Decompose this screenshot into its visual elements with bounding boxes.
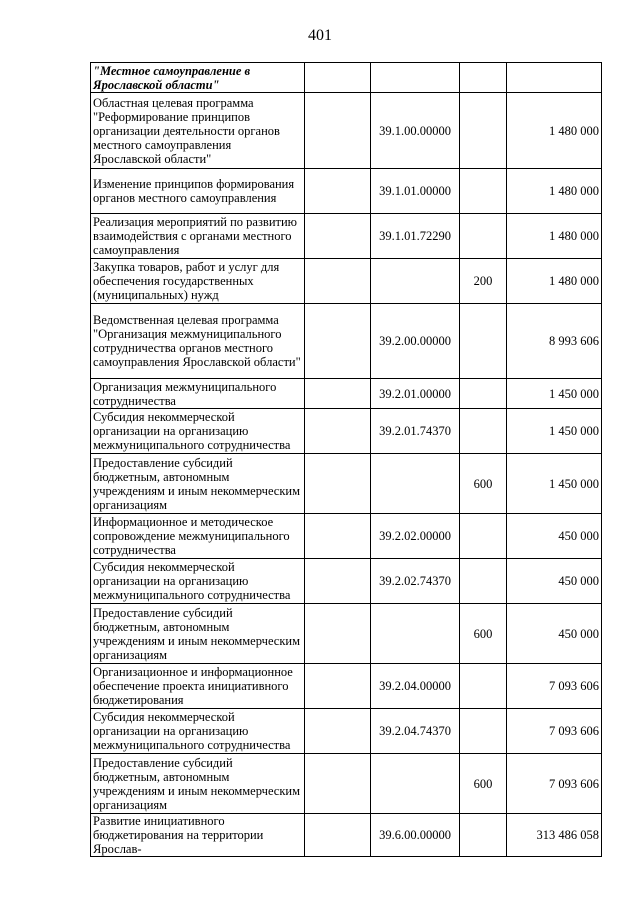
table-row	[91, 514, 602, 559]
row-name: Предоставление субсидий бюджетным, автономным учреждениям и иным некоммерческим организациям	[91, 754, 305, 814]
table-row	[91, 304, 602, 379]
row-col2	[305, 754, 371, 814]
row-type	[460, 709, 507, 754]
table-row	[91, 169, 602, 214]
row-name: "Местное самоуправление в Ярославской области"	[91, 63, 305, 93]
row-col2	[305, 814, 371, 857]
row-type	[460, 304, 507, 379]
row-col2	[305, 454, 371, 514]
table-row	[91, 664, 602, 709]
row-code: 39.1.01.00000	[371, 169, 460, 214]
table-row	[91, 709, 602, 754]
row-col2	[305, 259, 371, 304]
page-number: 401	[308, 27, 332, 44]
row-col2	[305, 379, 371, 409]
row-name: Реализация мероприятий по развитию взаимодействия с органами местного самоуправления	[91, 214, 305, 259]
row-amount: 1 450 000	[507, 409, 602, 454]
row-name: Организационное и информационное обеспечение проекта инициативного бюджетирования	[91, 664, 305, 709]
row-col2	[305, 93, 371, 169]
table-row	[91, 93, 602, 169]
row-amount: 450 000	[507, 604, 602, 664]
row-amount: 7 093 606	[507, 664, 602, 709]
table-row	[91, 379, 602, 409]
table-row	[91, 559, 602, 604]
row-code: 39.2.04.74370	[371, 709, 460, 754]
row-name: Областная целевая программа "Реформирование принципов организации деятельности органов местного самоуправления Ярославской области"	[91, 93, 305, 169]
row-type: 600	[460, 604, 507, 664]
row-code	[371, 604, 460, 664]
row-amount: 1 480 000	[507, 169, 602, 214]
budget-table	[90, 62, 602, 857]
row-name: Субсидия некоммерческой организации на организацию межмуниципального сотрудничества	[91, 559, 305, 604]
row-type	[460, 379, 507, 409]
row-type	[460, 664, 507, 709]
row-col2	[305, 63, 371, 93]
row-type: 200	[460, 259, 507, 304]
row-code	[371, 259, 460, 304]
row-code: 39.2.00.00000	[371, 304, 460, 379]
row-name: Субсидия некоммерческой организации на организацию межмуниципального сотрудничества	[91, 409, 305, 454]
row-amount: 1 450 000	[507, 379, 602, 409]
row-type	[460, 93, 507, 169]
row-type	[460, 814, 507, 857]
row-name: Предоставление субсидий бюджетным, автономным учреждениям и иным некоммерческим организациям	[91, 454, 305, 514]
row-code: 39.2.02.00000	[371, 514, 460, 559]
row-amount: 8 993 606	[507, 304, 602, 379]
row-name: Информационное и методическое сопровождение межмуниципального сотрудничества	[91, 514, 305, 559]
row-col2	[305, 559, 371, 604]
table-row	[91, 814, 602, 857]
table-row	[91, 754, 602, 814]
row-amount: 7 093 606	[507, 754, 602, 814]
row-name: Развитие инициативного бюджетирования на территории Ярослав-	[91, 814, 305, 857]
row-name: Организация межмуниципального сотрудничества	[91, 379, 305, 409]
row-type	[460, 514, 507, 559]
row-code: 39.1.00.00000	[371, 93, 460, 169]
row-type	[460, 63, 507, 93]
row-name: Ведомственная целевая программа "Организация межмуниципального сотрудничества органов местного самоуправления Ярославской области"	[91, 304, 305, 379]
table-row	[91, 409, 602, 454]
row-col2	[305, 514, 371, 559]
table-row	[91, 259, 602, 304]
row-code: 39.6.00.00000	[371, 814, 460, 857]
row-name: Закупка товаров, работ и услуг для обеспечения государственных (муниципальных) нужд	[91, 259, 305, 304]
row-amount: 1 480 000	[507, 93, 602, 169]
row-type	[460, 169, 507, 214]
row-col2	[305, 304, 371, 379]
row-col2	[305, 709, 371, 754]
row-name: Предоставление субсидий бюджетным, автономным учреждениям и иным некоммерческим организациям	[91, 604, 305, 664]
table-row	[91, 214, 602, 259]
row-code	[371, 63, 460, 93]
row-col2	[305, 214, 371, 259]
row-col2	[305, 169, 371, 214]
row-type	[460, 409, 507, 454]
row-type: 600	[460, 754, 507, 814]
row-type	[460, 559, 507, 604]
row-code: 39.1.01.72290	[371, 214, 460, 259]
table-row	[91, 63, 602, 93]
row-type: 600	[460, 454, 507, 514]
row-col2	[305, 409, 371, 454]
row-amount: 1 480 000	[507, 214, 602, 259]
table-row	[91, 604, 602, 664]
row-amount: 1 480 000	[507, 259, 602, 304]
row-type	[460, 214, 507, 259]
row-name: Изменение принципов формирования органов местного самоуправления	[91, 169, 305, 214]
row-amount: 450 000	[507, 559, 602, 604]
row-code: 39.2.01.00000	[371, 379, 460, 409]
row-amount: 1 450 000	[507, 454, 602, 514]
row-amount: 450 000	[507, 514, 602, 559]
row-code	[371, 454, 460, 514]
row-col2	[305, 664, 371, 709]
row-code: 39.2.02.74370	[371, 559, 460, 604]
table-row	[91, 454, 602, 514]
row-amount: 7 093 606	[507, 709, 602, 754]
row-col2	[305, 604, 371, 664]
row-amount: 313 486 058	[507, 814, 602, 857]
row-name: Субсидия некоммерческой организации на организацию межмуниципального сотрудничества	[91, 709, 305, 754]
row-amount	[507, 63, 602, 93]
row-code: 39.2.04.00000	[371, 664, 460, 709]
row-code: 39.2.01.74370	[371, 409, 460, 454]
row-code	[371, 754, 460, 814]
